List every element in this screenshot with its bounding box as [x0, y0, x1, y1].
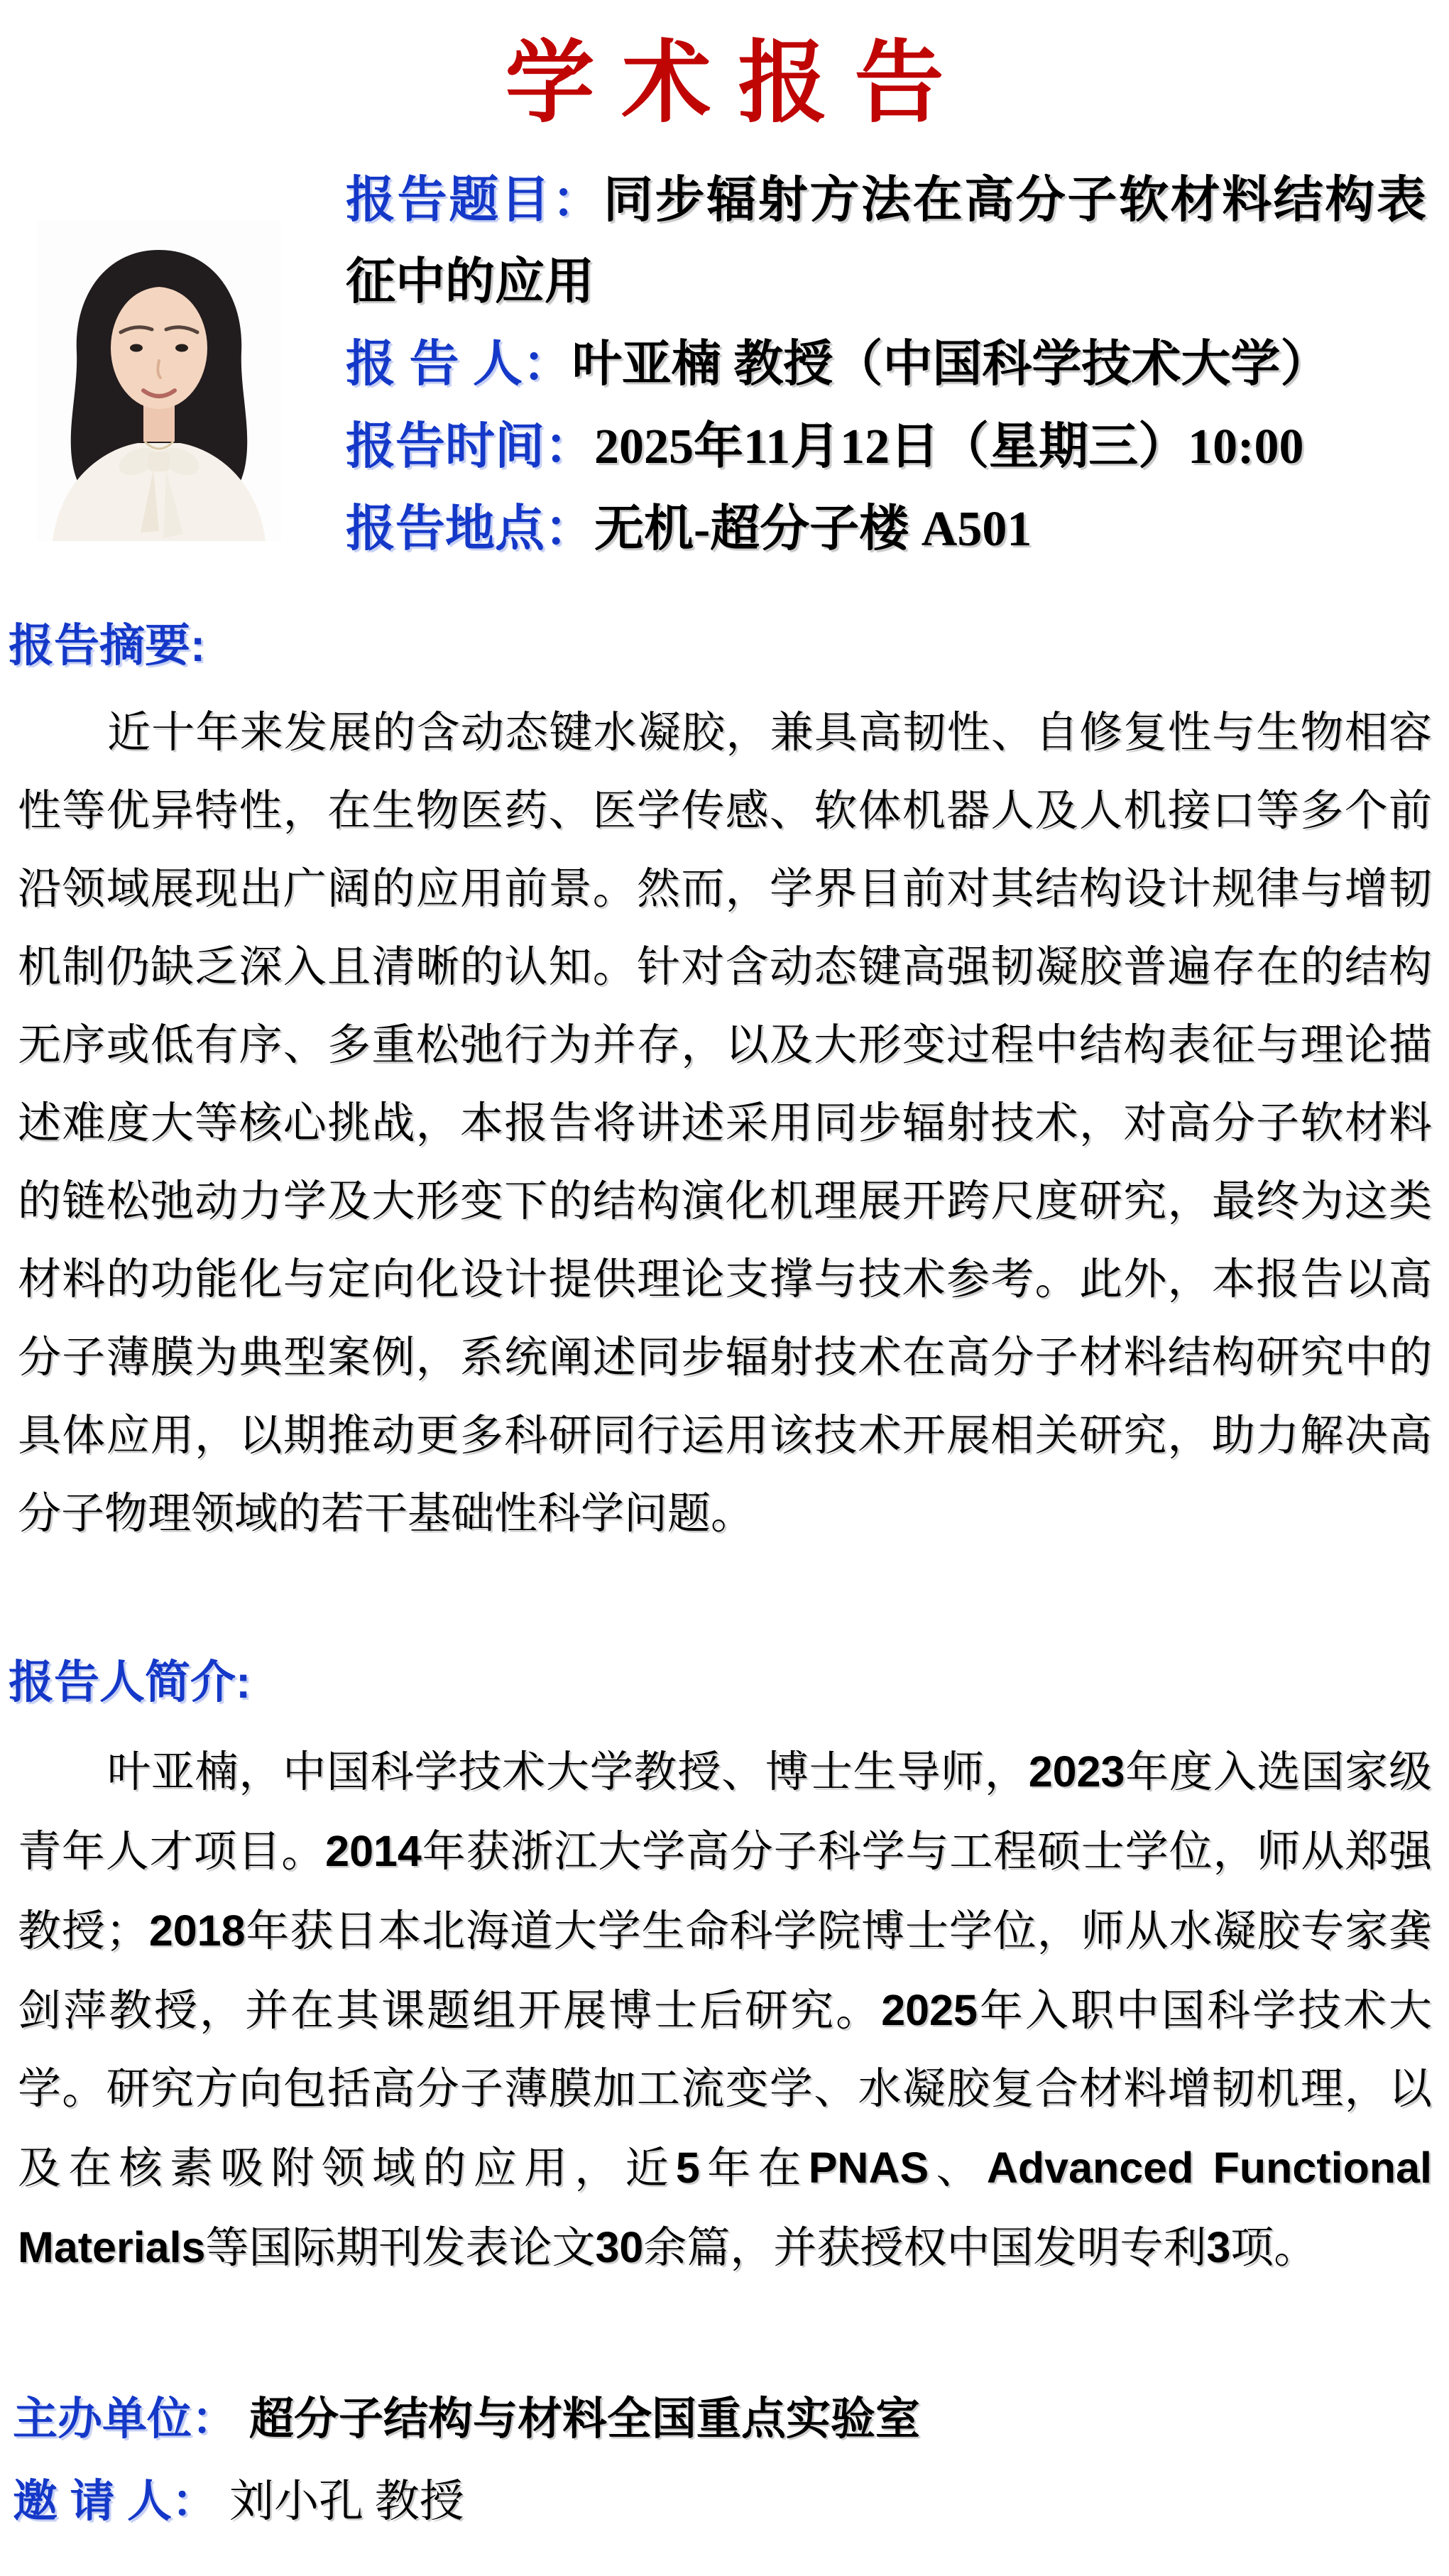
detail-row-speaker: [346, 323, 1426, 405]
speaker-portrait-illustration: [37, 220, 281, 541]
host-line: [13, 2387, 920, 2451]
host-value: 超分子结构与材料全国重点实验室: [249, 2394, 920, 2444]
detail-label-topic: 报告题目：: [346, 172, 603, 227]
detail-row-topic: [346, 159, 1426, 323]
detail-row-time: [346, 405, 1426, 488]
inviter-value: 刘小孔 教授: [229, 2477, 464, 2526]
speaker-portrait: [37, 220, 281, 541]
detail-row-location: [346, 488, 1426, 570]
detail-value-time: 2025年11月12日（星期三）10:00: [594, 420, 1304, 474]
page-title: 学术报告: [505, 35, 971, 133]
abstract-paragraph: 近十年来发展的含动态键水凝胶，兼具高韧性、自修复性与生物相容性等优异特性，在生物医药、医学传感、软体机器人及人机接口等多个前沿领域展现出广阔的应用前景。然而，学界目前对其结构设计规律与增韧机制仍缺乏深入且清晰的认知。针对含动态键高强韧凝胶普遍存在的结构无序或低有序、多重松弛行为并存，以及大形变过程中结构表征与理论描述难度大等核心挑战，本报告将讲述采用同步辐射技术，对高分子软材料的链松弛动力学及大形变下的结构演化机理展开跨尺度研究，最终为这类材料的功能化与定向化设计提供理论支撑与技术参考。此外，本报告以高分子薄膜为典型案例，系统阐述同步辐射技术在高分子材料结构研究中的具体应用，以期推动更多科研同行运用该技术开展相关研究，助力解决高分子物理领域的若干基础性科学问题。: [18, 709, 1432, 1538]
inviter-label: 邀 请 人：: [13, 2477, 217, 2526]
detail-value-topic: 同步辐射方法在高分子软材料结构表征中的应用: [346, 173, 1426, 310]
detail-value-location: 无机-超分子楼 A501: [594, 502, 1032, 557]
inviter-line: [13, 2469, 464, 2533]
detail-value-speaker: 叶亚楠 教授（中国科学技术大学）: [572, 337, 1330, 392]
host-label: 主办单位：: [13, 2394, 236, 2444]
bio-heading: 报告人简介:: [9, 1657, 251, 1708]
detail-lines: [346, 159, 1426, 570]
abstract-heading: 报告摘要:: [9, 620, 206, 671]
bio-paragraph: 叶亚楠，中国科学技术大学教授、博士生导师，2023年度入选国家级青年人才项目。2014年获浙江大学高分子科学与工程硕士学位，师从郑强教授；2018年获日本北海道大学生命科学院博士学位，师从水凝胶专家龚剑萍教授，并在其课题组开展博士后研究。2025年入职中国科学技术大学。研究方向包括高分子薄膜加工流变学、水凝胶复合材料增韧机理，以及在核素吸附领域的应用，近5年在PNAS、Advanced Functional Materials等国际期刊发表论文30余篇，并获授权中国发明专利3项。: [18, 1747, 1432, 2272]
detail-label-time: 报告时间：: [346, 418, 594, 474]
detail-label-speaker: 报 告 人：: [346, 336, 572, 391]
detail-label-location: 报告地点：: [346, 501, 594, 556]
